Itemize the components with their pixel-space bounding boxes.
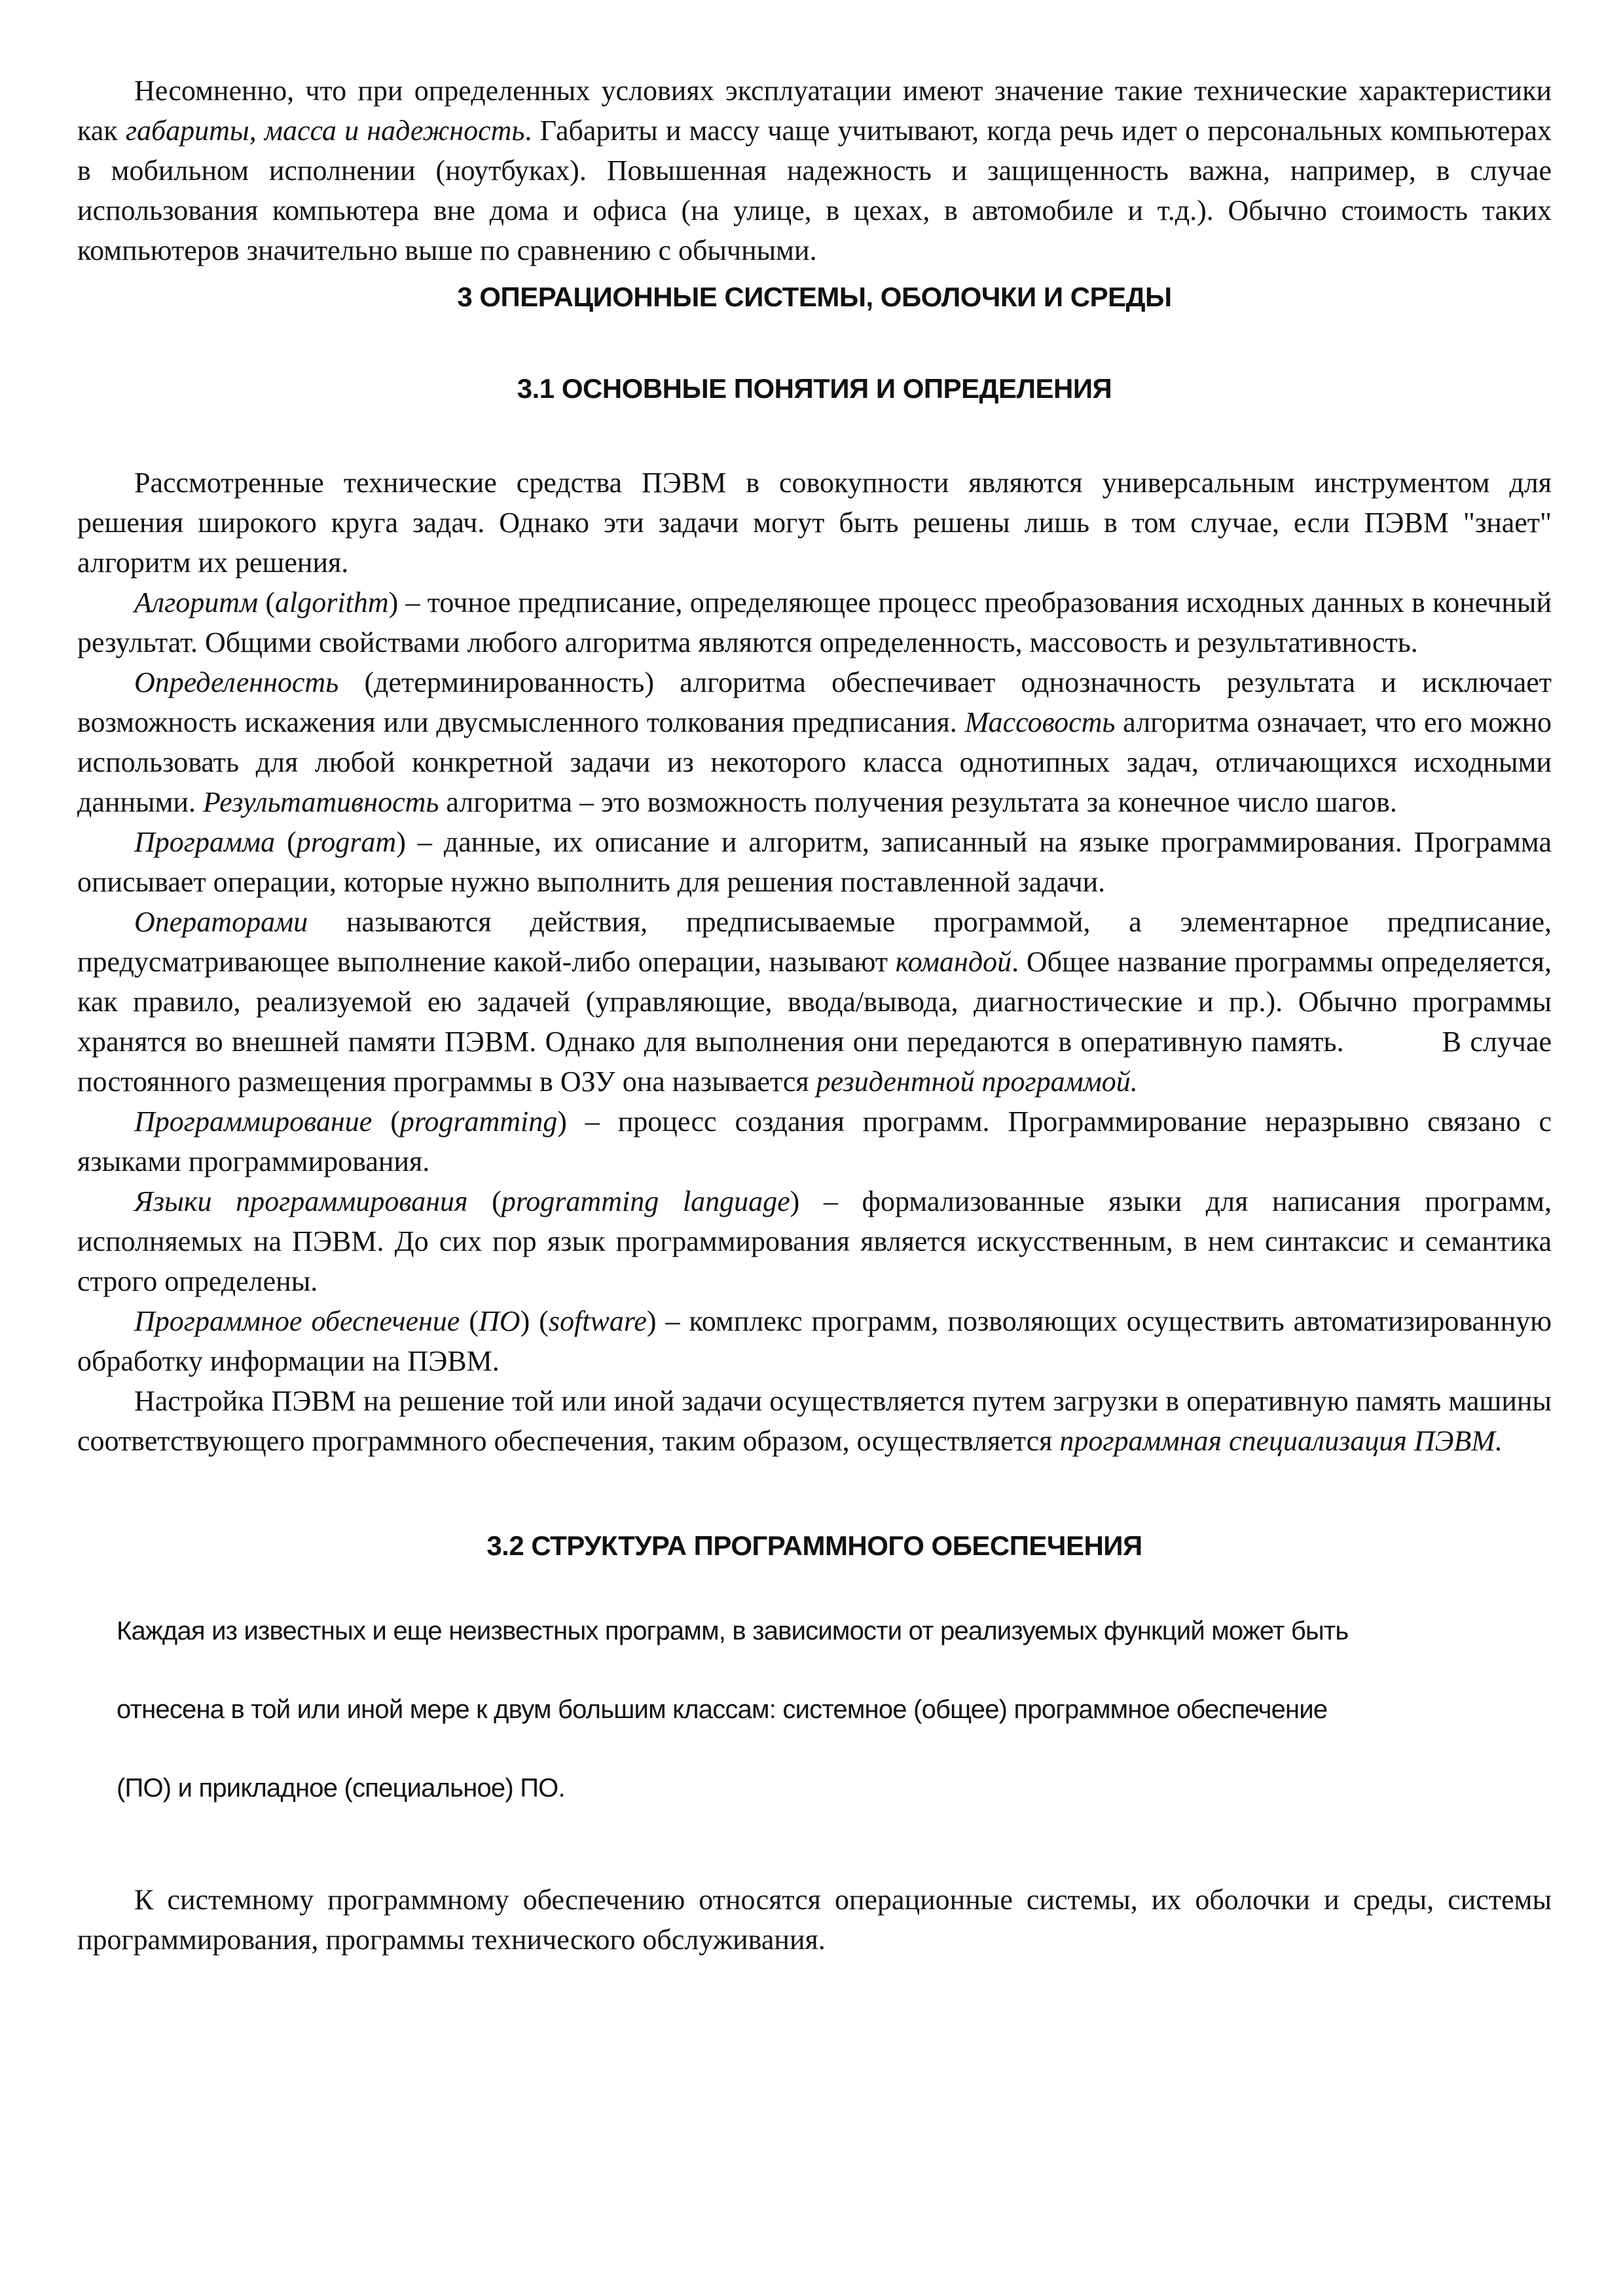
document-page <box>77 71 1552 1960</box>
structure-line-2: отнесена в той или иной мере к двум большим классам: системное (общее) программное обеспечение <box>117 1695 1328 1724</box>
paragraph-properties: Определенность (детерминированность) алгоритма обеспечивает однозначность результата и исключает возможность искажения или двусмысленного толкования предписания. Массовость алгоритма означает, что его можно использовать для любой конкретной задачи из некоторого класса однотипных задач, отличающихся исходными данными. Результативность алгоритма – это возможность получения результата за конечное число шагов. <box>77 666 1552 818</box>
paragraph-setup: Настройка ПЭВМ на решение той или иной задачи осуществляется путем загрузки в оперативную память машины соответствующего программного обеспечения, таким образом, осуществляется программная специализация ПЭВМ. <box>77 1385 1552 1457</box>
structure-line-3: (ПО) и прикладное (специальное) ПО. <box>117 1774 565 1803</box>
structure-line-1: Каждая из известных и еще неизвестных программ, в зависимости от реализуемых функций может быть <box>117 1617 1349 1645</box>
chapter-title: 3 ОПЕРАЦИОННЫЕ СИСТЕМЫ, ОБОЛОЧКИ И СРЕДЫ <box>457 281 1172 312</box>
paragraph-algorithm: Алгоритм (algorithm) – точное предписание, определяющее процесс преобразования исходных данных в конечный результат. Общими свойствами любого алгоритма являются определенность, массовость и результативность. <box>77 586 1552 658</box>
section-3-2-title: 3.2 СТРУКТУРА ПРОГРАММНОГО ОБЕСПЕЧЕНИЯ <box>486 1530 1142 1561</box>
paragraph-program: Программа (prograт) – данные, их описание и алгоритм, записанный на языке программирования. Программа описывает операции, которые нужно выполнить для решения поставленной задачи. <box>77 826 1552 898</box>
paragraph-operators: Операторами называются действия, предписываемые программой, а элементарное предписание, предусматривающее выполнение какой-либо операции, называют командой. Общее название программы определяется, как правило, реализуемой ею задачей (управляющие, ввода/вывода, диагностические и пр.). Обычно программы хранятся во внешней памяти ПЭВМ. Однако для выполнения они передаются в оперативную память. В случае постоянного размещения программы в ОЗУ она называется резидентной программой. <box>77 906 1552 1098</box>
paragraph-software: Программное обеспечение (ПО) (software) – комплекс программ, позволяющих осуществить автоматизированную обработку информации на ПЭВМ. <box>77 1305 1552 1377</box>
section-3-1-title: 3.1 ОСНОВНЫЕ ПОНЯТИЯ И ОПРЕДЕЛЕНИЯ <box>517 373 1112 404</box>
paragraph-system-software: К системному программному обеспечению относятся операционные системы, их оболочки и среды, системы программирования, программы технического обслуживания. <box>77 1884 1552 1956</box>
intro-paragraph: Несомненно, что при определенных условиях эксплуатации имеют значение такие технические характеристики как габариты, масса и надежность. Габариты и массу чаще учитывают, когда речь идет о персональных компьютерах в мобильном исполнении (ноутбуках). Повышенная надежность и защищенность важна, например, в случае использования компьютера вне дома и офиса (на улице, в цехах, в автомобиле и т.д.). Обычно стоимость таких компьютеров значительно выше по сравнению с обычными. <box>77 75 1552 266</box>
paragraph-languages: Языки программирования (programming language) – формализованные языки для написания программ, исполняемых на ПЭВМ. До сих пор язык программирования является искусственным, в нем синтаксис и семантика строго определены. <box>77 1185 1552 1297</box>
paragraph-programming: Программирование (programming) – процесс создания программ. Программирование неразрывно связано с языками программирования. <box>77 1105 1552 1177</box>
paragraph-tools: Рассмотренные технические средства ПЭВМ в совокупности являются универсальным инструментом для решения широкого круга задач. Однако эти задачи могут быть решены лишь в том случае, если ПЭВМ "знает" алгоритм их решения. <box>77 467 1552 579</box>
